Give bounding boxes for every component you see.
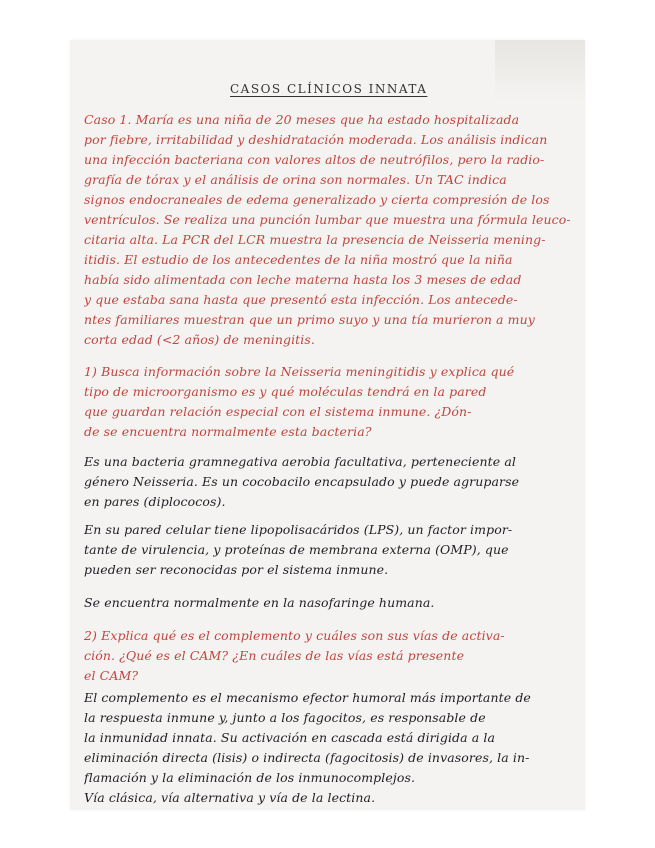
answer-2-line: eliminación directa (lisis) o indirecta (fagocitosis) de invasores, la in-: [84, 750, 530, 765]
case-line: ventrículos. Se realiza una punción lumbar que muestra una fórmula leuco-: [84, 212, 571, 227]
answer-2-line: El complemento es el mecanismo efector humoral más importante de: [84, 690, 531, 705]
case-line: una infección bacteriana con valores altos de neutrófilos, pero la radio-: [84, 152, 545, 167]
question-2-line: el CAM?: [84, 668, 139, 683]
case-line: había sido alimentada con leche materna hasta los 3 meses de edad: [84, 272, 522, 287]
answer-1-line: tante de virulencia, y proteínas de membrana externa (OMP), que: [84, 542, 509, 557]
case-line: corta edad (<2 años) de meningitis.: [84, 332, 315, 347]
answer-2-line: la inmunidad innata. Su activación en cascada está dirigida a la: [84, 730, 496, 745]
bleed-through-shadow: [495, 40, 585, 100]
question-2-line: ción. ¿Qué es el CAM? ¿En cuáles de las vías está presente: [84, 648, 465, 663]
question-1-line: de se encuentra normalmente esta bacteria?: [84, 424, 372, 439]
answer-1-line: género Neisseria. Es un cocobacilo encapsulado y puede agruparse: [84, 474, 520, 489]
question-1-line: que guardan relación especial con el sistema inmune. ¿Dón-: [84, 404, 472, 419]
answer-2-line: flamación y la eliminación de los inmunocomplejos.: [84, 770, 416, 785]
answer-1-line: pueden ser reconocidas por el sistema inmune.: [84, 562, 389, 577]
case-line: ntes familiares muestran que un primo suyo y una tía murieron a muy: [84, 312, 535, 327]
case-line: Caso 1. María es una niña de 20 meses que ha estado hospitalizada: [84, 112, 520, 127]
case-line: por fiebre, irritabilidad y deshidratación moderada. Los análisis indican: [84, 132, 548, 147]
answer-1-line: En su pared celular tiene lipopolisacáridos (LPS), un factor impor-: [84, 522, 513, 537]
page-title: CASOS CLÍNICOS INNATA: [230, 82, 428, 96]
question-2-line: 2) Explica qué es el complemento y cuáles son sus vías de activa-: [84, 628, 505, 643]
answer-2-line: Vía clásica, vía alternativa y vía de la lectina.: [84, 790, 376, 805]
notebook-page: [70, 40, 585, 810]
answer-2-line: la respuesta inmune y, junto a los fagocitos, es responsable de: [84, 710, 486, 725]
question-1-line: 1) Busca información sobre la Neisseria meningitidis y explica qué: [84, 364, 515, 379]
case-line: signos endocraneales de edema generalizado y cierta compresión de los: [84, 192, 550, 207]
case-line: grafía de tórax y el análisis de orina son normales. Un TAC indica: [84, 172, 507, 187]
answer-1-line: Es una bacteria gramnegativa aerobia facultativa, perteneciente al: [84, 454, 517, 469]
case-line: itidis. El estudio de los antecedentes de la niña mostró que la niña: [84, 252, 513, 267]
answer-1-line: en pares (diplococos).: [84, 494, 226, 509]
case-line: citaria alta. La PCR del LCR muestra la presencia de Neisseria mening-: [84, 232, 546, 247]
question-1-line: tipo de microorganismo es y qué moléculas tendrá en la pared: [84, 384, 487, 399]
case-line: y que estaba sana hasta que presentó esta infección. Los antecede-: [84, 292, 518, 307]
answer-1-line: Se encuentra normalmente en la nasofaringe humana.: [84, 595, 435, 610]
